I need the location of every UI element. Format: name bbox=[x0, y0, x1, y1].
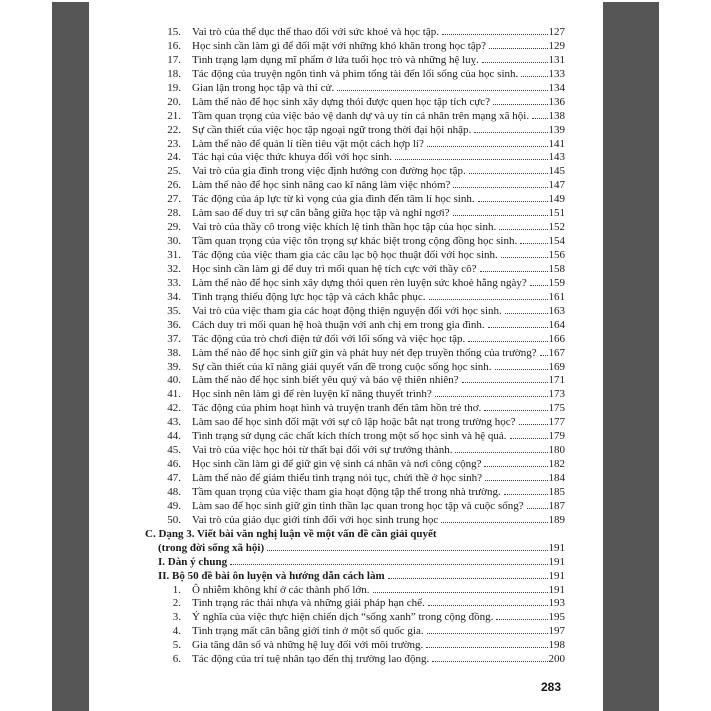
toc-entry bbox=[145, 402, 565, 416]
dot-leader bbox=[501, 257, 548, 258]
dot-leader bbox=[527, 508, 548, 509]
dot-leader bbox=[540, 355, 548, 356]
entry-page-number: 166 bbox=[548, 332, 565, 345]
dot-leader bbox=[532, 118, 547, 119]
dot-leader bbox=[485, 480, 547, 481]
toc-subsection-heading bbox=[145, 570, 565, 584]
entry-title: Tác động của truyện ngôn tình và phim tổng tài đến lối sống của học sinh. bbox=[192, 67, 519, 80]
entry-page-number: 175 bbox=[548, 402, 565, 415]
book-page bbox=[89, 0, 603, 711]
entry-number: 31. bbox=[167, 249, 181, 261]
entry-number: 35. bbox=[167, 304, 181, 317]
toc-subsection-heading bbox=[145, 542, 565, 556]
entry-number: 3. bbox=[172, 611, 181, 624]
toc-entry bbox=[145, 96, 565, 110]
entry-number: 37. bbox=[167, 332, 181, 345]
entry-page-number: 158 bbox=[548, 262, 565, 275]
dot-leader bbox=[530, 285, 548, 286]
entry-page-number: 180 bbox=[548, 444, 565, 457]
entry-page-number: 169 bbox=[548, 360, 565, 373]
toc-entry bbox=[145, 388, 565, 402]
entry-title: Tình trạng thiếu động lực học tập và cách khắc phục. bbox=[192, 290, 426, 303]
toc-section-heading bbox=[145, 528, 565, 542]
entry-number: 40. bbox=[167, 374, 181, 387]
entry-title: Sự cần thiết của kĩ năng giải quyết vấn đề trong cuộc sống học sinh. bbox=[192, 360, 492, 373]
dot-leader bbox=[478, 201, 548, 202]
entry-number: 36. bbox=[167, 318, 181, 331]
dot-leader bbox=[482, 62, 548, 63]
toc-entry bbox=[145, 207, 565, 221]
entry-number: 27. bbox=[167, 193, 181, 206]
toc-entry bbox=[145, 500, 565, 514]
entry-page-number: 156 bbox=[548, 249, 565, 261]
entry-title: Làm thế nào để quản lí tiền tiêu vặt một cách hợp lí? bbox=[192, 137, 424, 150]
subsection-title: (trong đời sống xã hội) bbox=[158, 541, 265, 554]
toc-entry bbox=[145, 249, 565, 263]
entry-page-number: 134 bbox=[548, 81, 565, 94]
dot-leader bbox=[519, 424, 548, 425]
entry-number: 33. bbox=[167, 276, 181, 289]
entry-title: Tác động của việc tham gia các câu lạc bộ học thuật đối với học sinh. bbox=[192, 249, 498, 261]
dot-leader bbox=[496, 619, 547, 620]
entry-page-number: 173 bbox=[548, 388, 565, 401]
toc-entry bbox=[145, 347, 565, 361]
entry-page-number: 185 bbox=[548, 485, 565, 498]
dot-leader bbox=[480, 271, 548, 272]
dot-leader bbox=[441, 522, 547, 523]
entry-page-number: 171 bbox=[548, 374, 565, 387]
entry-title: Vai trò của việc học hỏi từ thất bại đối với sự trưởng thành. bbox=[192, 444, 453, 457]
folio-page-number: 283 bbox=[540, 680, 561, 694]
entry-number: 41. bbox=[167, 388, 181, 401]
entry-title: Gian lận trong học tập và thi cử. bbox=[192, 81, 335, 94]
entry-number: 50. bbox=[167, 513, 181, 526]
entry-number: 18. bbox=[167, 67, 181, 80]
section-title: C. Dạng 3. Viết bài văn nghị luận về một vấn đề cần giải quyết bbox=[145, 527, 437, 540]
subsection-title: I. Dàn ý chung bbox=[158, 555, 228, 568]
toc-entry bbox=[145, 584, 565, 598]
entry-page-number: 182 bbox=[548, 458, 565, 471]
entry-title: Tình trạng rác thải nhựa và những giải pháp hạn chế. bbox=[192, 597, 425, 610]
toc-entry bbox=[145, 472, 565, 486]
entry-page-number: 200 bbox=[548, 653, 565, 666]
entry-number: 25. bbox=[167, 165, 181, 178]
toc-entry bbox=[145, 277, 565, 291]
dot-leader bbox=[337, 90, 547, 91]
toc-entry bbox=[145, 653, 565, 667]
dot-leader bbox=[484, 410, 547, 411]
dot-leader bbox=[426, 647, 547, 648]
entry-number: 44. bbox=[167, 430, 181, 443]
entry-number: 23. bbox=[167, 137, 181, 150]
entry-page-number: 151 bbox=[548, 207, 565, 220]
entry-number: 6. bbox=[172, 653, 181, 666]
entry-page-number: 141 bbox=[548, 137, 565, 150]
dot-leader bbox=[499, 229, 547, 230]
entry-title: Làm thế nào để học sinh nâng cao kĩ năng làm việc nhóm? bbox=[192, 179, 451, 192]
entry-title: Làm sao để học sinh đối mặt với sự cô lập hoặc bắt nạt trong trường học? bbox=[192, 416, 516, 429]
entry-page-number: 179 bbox=[548, 430, 565, 443]
entry-number: 42. bbox=[167, 402, 181, 415]
entry-number: 48. bbox=[167, 485, 181, 498]
toc-entry bbox=[145, 625, 565, 639]
toc-entry bbox=[145, 319, 565, 333]
entry-title: Học sinh nên làm gì để rèn luyện kĩ năng thuyết trình? bbox=[192, 388, 432, 401]
entry-number: 19. bbox=[167, 81, 181, 94]
entry-page-number: 154 bbox=[548, 235, 565, 248]
entry-number: 17. bbox=[167, 53, 181, 66]
toc-entry bbox=[145, 26, 565, 40]
entry-number: 47. bbox=[167, 472, 181, 484]
entry-title: Ý nghĩa của việc thực hiện chiến dịch “sống xanh” trong cộng đồng. bbox=[192, 611, 494, 624]
dot-leader bbox=[432, 661, 547, 662]
dot-leader bbox=[267, 550, 547, 551]
dot-leader bbox=[453, 215, 548, 216]
entry-number: 15. bbox=[167, 26, 181, 38]
toc-entry bbox=[145, 361, 565, 375]
entry-title: Làm thế nào để học sinh xây dựng thói quen rèn luyện sức khoẻ hằng ngày? bbox=[192, 276, 527, 289]
entry-number: 28. bbox=[167, 207, 181, 220]
entry-page-number: 133 bbox=[548, 67, 565, 80]
dot-leader bbox=[489, 48, 547, 49]
table-of-contents bbox=[145, 26, 565, 667]
entry-number: 1. bbox=[172, 583, 181, 596]
entry-title: Học sinh cần làm gì để duy trì mối quan hệ tích cực với thầy cô? bbox=[192, 262, 477, 275]
dot-leader bbox=[504, 494, 548, 495]
entry-page-number: 161 bbox=[548, 290, 565, 303]
entry-title: Vai trò của giáo dục giới tính đối với học sinh trung học bbox=[192, 513, 439, 526]
toc-entry bbox=[145, 263, 565, 277]
dot-leader bbox=[373, 592, 548, 593]
entry-number: 21. bbox=[167, 109, 181, 122]
toc-entry bbox=[145, 430, 565, 444]
toc-entry bbox=[145, 416, 565, 430]
dot-leader bbox=[505, 313, 548, 314]
entry-page-number: 191 bbox=[548, 555, 565, 568]
toc-entry bbox=[145, 235, 565, 249]
toc-subsection-heading bbox=[145, 556, 565, 570]
entry-page-number: 191 bbox=[548, 541, 565, 554]
entry-title: Gia tăng dân số và những hệ luỵ đối với môi trường. bbox=[192, 639, 424, 652]
entry-page-number: 159 bbox=[548, 276, 565, 289]
entry-page-number: 189 bbox=[548, 513, 565, 526]
entry-title: Tầm quan trọng của việc tham gia hoạt động tập thể trong nhà trường. bbox=[192, 485, 501, 498]
entry-page-number: 167 bbox=[548, 346, 565, 359]
entry-page-number: 177 bbox=[548, 416, 565, 429]
dot-leader bbox=[455, 452, 547, 453]
toc-entry bbox=[145, 611, 565, 625]
entry-number: 5. bbox=[172, 639, 181, 652]
entry-title: Tầm quan trọng của việc bảo vệ danh dự và uy tín cá nhân trên mạng xã hội. bbox=[192, 109, 530, 122]
dot-leader bbox=[453, 187, 547, 188]
entry-number: 20. bbox=[167, 95, 181, 108]
entry-page-number: 131 bbox=[548, 53, 565, 66]
toc-entry bbox=[145, 458, 565, 472]
entry-number: 24. bbox=[167, 151, 181, 164]
toc-entry bbox=[145, 221, 565, 235]
dot-leader bbox=[429, 299, 548, 300]
entry-title: Làm sao để duy trì sự cân bằng giữa học tập và nghỉ ngơi? bbox=[192, 207, 450, 220]
dot-leader bbox=[469, 173, 548, 174]
entry-title: Làm thế nào để giảm thiểu tình trạng nói tục, chửi thề ở học sinh? bbox=[192, 472, 483, 484]
toc-entry bbox=[145, 333, 565, 347]
entry-title: Học sinh cần làm gì để giữ gìn vệ sinh cá nhân và nơi công cộng? bbox=[192, 458, 482, 471]
toc-entry bbox=[145, 110, 565, 124]
dot-leader bbox=[462, 382, 548, 383]
toc-subheading-list bbox=[145, 542, 565, 584]
toc-entry bbox=[145, 124, 565, 138]
entry-title: Tác hại của việc thức khuya đối với học sinh. bbox=[192, 151, 392, 164]
entry-number: 45. bbox=[167, 444, 181, 457]
entry-title: Sự cần thiết của việc học tập ngoại ngữ trong thời đại hội nhập. bbox=[192, 123, 472, 136]
entry-page-number: 149 bbox=[548, 193, 565, 206]
toc-entry bbox=[145, 514, 565, 528]
dot-leader bbox=[510, 438, 548, 439]
entry-title: Vai trò của gia đình trong việc định hướng con đường học tập. bbox=[192, 165, 466, 178]
entry-page-number: 191 bbox=[548, 569, 565, 582]
entry-title: Làm thế nào để học sinh giữ gìn và phát huy nét đẹp truyền thống của trường? bbox=[192, 346, 537, 359]
entry-page-number: 147 bbox=[548, 179, 565, 192]
entry-title: Tác động của trò chơi điện tử đối với lối sống và việc học tập. bbox=[192, 332, 466, 345]
scan-margin-right bbox=[603, 2, 659, 711]
toc-entry bbox=[145, 597, 565, 611]
entry-title: Làm thế nào để học sinh xây dựng thói được quen học tập tích cực? bbox=[192, 95, 491, 108]
entry-page-number: 145 bbox=[548, 165, 565, 178]
dot-leader bbox=[521, 76, 547, 77]
entry-page-number: 129 bbox=[548, 39, 565, 52]
toc-entry bbox=[145, 193, 565, 207]
entry-title: Làm sao để học sinh giữ gìn tinh thần lạc quan trong học tập và cuộc sống? bbox=[192, 499, 524, 512]
entry-title: Vai trò của thầy cô trong việc khích lệ tinh thần học tập của học sinh. bbox=[192, 221, 497, 234]
entry-number: 38. bbox=[167, 346, 181, 359]
entry-title: Tác động của phim hoạt hình và truyện tranh đến tâm hồn trẻ thơ. bbox=[192, 402, 482, 415]
dot-leader bbox=[427, 146, 548, 147]
dot-leader bbox=[395, 159, 548, 160]
dot-leader bbox=[468, 341, 547, 342]
entry-page-number: 187 bbox=[548, 499, 565, 512]
entry-page-number: 152 bbox=[548, 221, 565, 234]
entry-page-number: 127 bbox=[548, 26, 565, 38]
dot-leader bbox=[442, 34, 548, 35]
entry-page-number: 164 bbox=[548, 318, 565, 331]
scan-margin-left bbox=[52, 2, 89, 711]
entry-number: 49. bbox=[167, 499, 181, 512]
dot-leader bbox=[230, 564, 547, 565]
dot-leader bbox=[493, 104, 547, 105]
entry-title: Học sinh cần làm gì để đối mặt với những khó khăn trong học tập? bbox=[192, 39, 487, 52]
entry-number: 22. bbox=[167, 123, 181, 136]
toc-entry bbox=[145, 444, 565, 458]
toc-entry bbox=[145, 305, 565, 319]
entry-page-number: 195 bbox=[548, 611, 565, 624]
entry-page-number: 143 bbox=[548, 151, 565, 164]
entry-number: 16. bbox=[167, 39, 181, 52]
toc-entry bbox=[145, 486, 565, 500]
toc-entry bbox=[145, 291, 565, 305]
entry-title: Tác động của trí tuệ nhân tạo đến thị trường lao động. bbox=[192, 653, 430, 666]
entry-page-number: 163 bbox=[548, 304, 565, 317]
entry-title: Tình trạng sử dụng các chất kích thích trong một số học sinh và hệ quả. bbox=[192, 430, 507, 443]
entry-number: 2. bbox=[172, 597, 181, 610]
toc-entry bbox=[145, 54, 565, 68]
toc-entry bbox=[145, 151, 565, 165]
subsection-title: II. Bộ 50 đề bài ôn luyện và hướng dẫn cách làm bbox=[158, 569, 385, 582]
toc-item-list bbox=[145, 26, 565, 528]
toc-entry bbox=[145, 179, 565, 193]
entry-page-number: 184 bbox=[548, 472, 565, 484]
dot-leader bbox=[520, 243, 547, 244]
entry-number: 29. bbox=[167, 221, 181, 234]
toc-entry bbox=[145, 165, 565, 179]
toc-entry bbox=[145, 138, 565, 152]
entry-page-number: 136 bbox=[548, 95, 565, 108]
toc-entry bbox=[145, 40, 565, 54]
entry-title: Tình trạng mất cân bằng giới tính ở một số quốc gia. bbox=[192, 625, 424, 638]
dot-leader bbox=[428, 605, 548, 606]
dot-leader bbox=[427, 633, 548, 634]
toc-subitem-list bbox=[145, 584, 565, 668]
toc-entry bbox=[145, 639, 565, 653]
entry-title: Tầm quan trọng của việc tôn trọng sự khác biệt trong cộng đồng học sinh. bbox=[192, 235, 518, 248]
entry-title: Tác động của áp lực từ kì vọng của gia đình đến tâm lí học sinh. bbox=[192, 193, 475, 206]
entry-title: Vai trò của thể dục thể thao đối với sức khoẻ và học tập. bbox=[192, 26, 439, 38]
dot-leader bbox=[435, 396, 548, 397]
toc-entry bbox=[145, 82, 565, 96]
entry-number: 43. bbox=[167, 416, 181, 429]
entry-number: 34. bbox=[167, 290, 181, 303]
entry-number: 32. bbox=[167, 262, 181, 275]
dot-leader bbox=[484, 466, 547, 467]
entry-page-number: 139 bbox=[548, 123, 565, 136]
entry-number: 46. bbox=[167, 458, 181, 471]
entry-title: Làm thế nào để học sinh biết yêu quý và bảo vệ thiên nhiên? bbox=[192, 374, 459, 387]
toc-entry bbox=[145, 68, 565, 82]
entry-page-number: 197 bbox=[548, 625, 565, 638]
dot-leader bbox=[388, 578, 548, 579]
entry-number: 30. bbox=[167, 235, 181, 248]
entry-title: Ô nhiễm không khí ở các thành phố lớn. bbox=[192, 583, 370, 596]
entry-page-number: 138 bbox=[548, 109, 565, 122]
entry-number: 39. bbox=[167, 360, 181, 373]
dot-leader bbox=[488, 327, 548, 328]
toc-entry bbox=[145, 374, 565, 388]
entry-number: 4. bbox=[172, 625, 181, 638]
entry-page-number: 193 bbox=[548, 597, 565, 610]
entry-title: Cách duy trì mối quan hệ hoà thuận với anh chị em trong gia đình. bbox=[192, 318, 485, 331]
entry-page-number: 198 bbox=[548, 639, 565, 652]
entry-title: Tình trạng lạm dụng mĩ phẩm ở lứa tuổi học trò và những hệ luỵ. bbox=[192, 53, 479, 66]
entry-page-number: 191 bbox=[548, 583, 565, 596]
entry-title: Vai trò của việc tham gia các hoạt động thiện nguyện đối với học sinh. bbox=[192, 304, 502, 317]
dot-leader bbox=[474, 132, 547, 133]
entry-number: 26. bbox=[167, 179, 181, 192]
dot-leader bbox=[495, 369, 548, 370]
